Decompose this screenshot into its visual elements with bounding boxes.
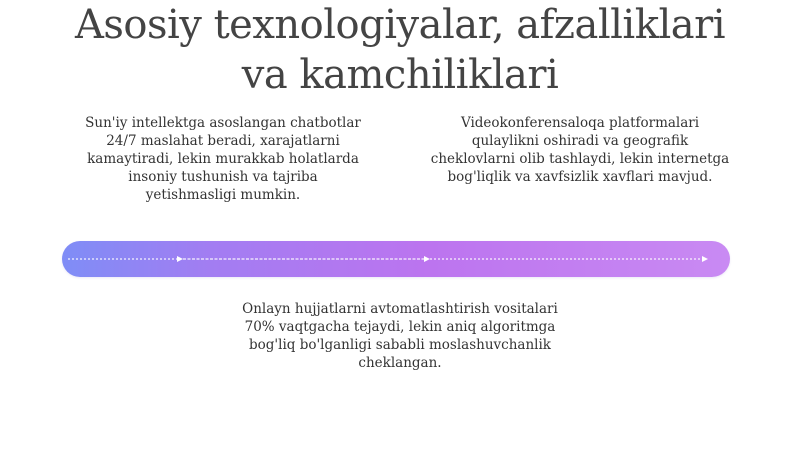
chatbot-description (70, 114, 376, 204)
chatbot-line-4: insoniy tushunish va tajriba (128, 169, 318, 185)
slide-title (0, 0, 800, 100)
slide-title-line-2: va kamchiliklari (241, 52, 559, 98)
docs-line-3: bog'liq bo'lganligi sababli moslashuvchanlik (249, 337, 551, 353)
docs-line-2: 70% vaqtgacha tejaydi, lekin aniq algoritmga (244, 319, 556, 335)
timeline-line (62, 241, 730, 277)
chatbot-line-5: yetishmasligi mumkin. (145, 187, 301, 203)
timeline-arrow-2-icon (424, 256, 430, 262)
video-line-2: qulaylikni oshiradi va geografik (471, 133, 689, 149)
timeline-arrow-3-icon (702, 256, 708, 262)
documents-description (230, 300, 570, 372)
videoconference-description (420, 114, 740, 186)
timeline-track (62, 241, 730, 277)
slide-title-line-1: Asosiy texnologiyalar, afzalliklari (74, 2, 726, 48)
chatbot-line-1: Sun'iy intellektga asoslangan chatbotlar (85, 115, 361, 131)
video-line-3: cheklovlarni olib tashlaydi, lekin internetga (430, 151, 730, 167)
timeline-arrow-1-icon (177, 256, 183, 262)
docs-line-1: Onlayn hujjatlarni avtomatlashtirish vositalari (242, 301, 558, 317)
video-line-4: bog'liqlik va xavfsizlik xavflari mavjud. (447, 169, 713, 185)
docs-line-4: cheklangan. (358, 355, 442, 371)
video-line-1: Videokonferensaloqa platformalari (460, 115, 700, 131)
chatbot-line-3: kamaytiradi, lekin murakkab holatlarda (87, 151, 359, 167)
chatbot-line-2: 24/7 maslahat beradi, xarajatlarni (106, 133, 340, 149)
